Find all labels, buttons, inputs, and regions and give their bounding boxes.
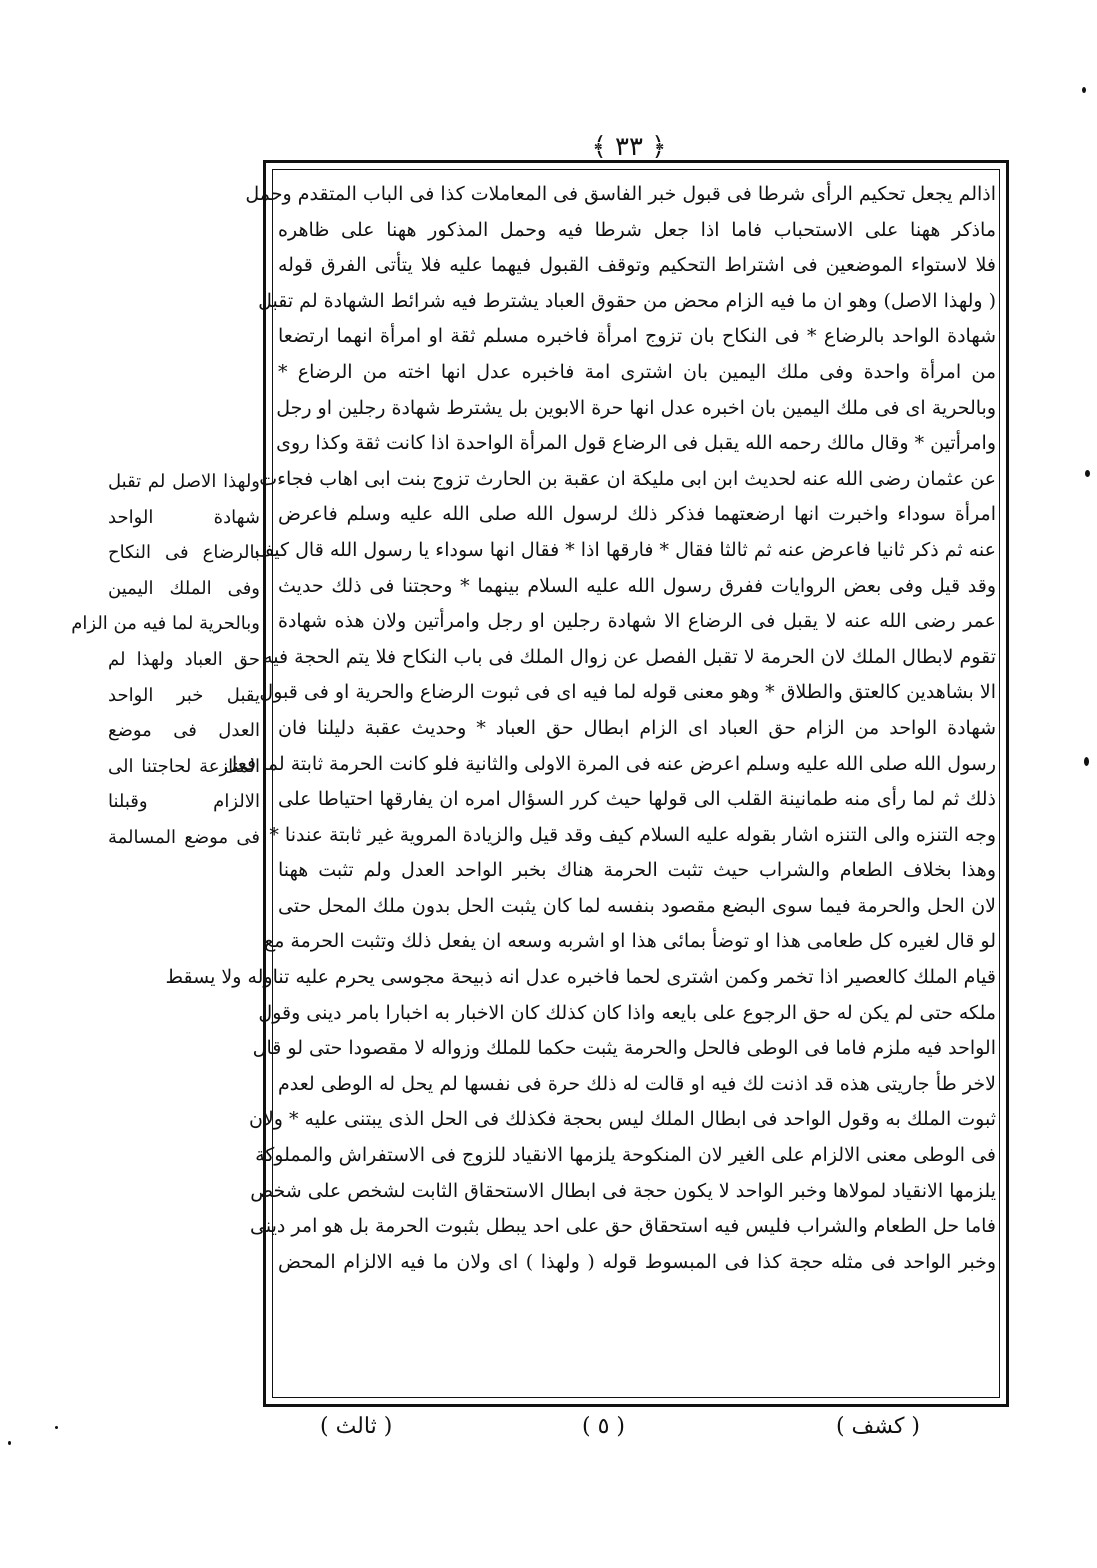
text-line: وجه التنزه والى التنزه اشار بقوله عليه السلام كيف وقد قيل والزيادة المروية غير ثابتة عندنا * [269, 823, 996, 846]
text-line: وبالحرية اى فى ملك اليمين بان اخبره عدل انها حرة الابوين بل يشترط شهادة رجلين او رجل [276, 396, 996, 419]
text-line: امرأة سوداء واخبرت انها ارضعتهما فذكر ذلك لرسول الله صلى الله عليه وسلم فاعرض [278, 503, 996, 526]
text-line: ثبوت الملك به وقول الواحد فى ابطال الملك ليس بحجة فكذلك فى الحل الذى يبتنى عليه * ولان [249, 1108, 996, 1131]
text-line: شهادة الواحد بالرضاع * فى النكاح بان تزوج امرأة فاخبره مسلم ثقة او امرأة انهما ارتضعا [278, 325, 996, 348]
scan-speck [8, 1441, 11, 1445]
signature-mark-center: ( ٥ ) [582, 1414, 625, 1439]
margin-line: شهادة الواحد [108, 506, 260, 528]
text-line: عمر رضى الله عنه لا يقبل فى الرضاع الا شهادة رجلين او رجل وامرأتين ولان هذه شهادة [278, 610, 996, 633]
text-line [278, 1316, 996, 1352]
text-line: لاخر طأ جاريتى هذه قد اذنت لك فيه او قالت له ذلك حرة فى نفسها لم يحل له الوطى لعدم [278, 1072, 996, 1095]
text-line: رسول الله صلى الله عليه وسلم اعرض عنه فى المرة الاولى والثانية فلو كانت الحرمة ثابتة لما فعل [223, 752, 996, 775]
text-line: ماذكر ههنا على الاستحباب فاما اذا جعل شرطا فيه وحمل المذكور ههنا على ظاهره [278, 218, 996, 241]
text-line: شهادة الواحد من الزام حق العباد اى الزام ابطال حق العباد * وحديث عقبة دليلنا فان [278, 716, 996, 739]
text-line: فلا لاستواء الموضعين فى اشتراط التحكيم وتوقف القبول فيهما عليه فلا يتأتى الفرق قوله [278, 254, 996, 277]
signature-mark-right: ( كشف ) [835, 1414, 920, 1439]
text-line: وخبر الواحد فى مثله حجة كذا فى المبسوط قوله ( ولهذا ) اى ولان ما فيه الالزام المحض [278, 1250, 996, 1273]
margin-line: يقبل خبر الواحد [108, 684, 260, 706]
margin-line: وفى الملك اليمين [108, 577, 260, 599]
text-line: لان الحل والحرمة فيما سوى البضع مقصود بنفسه لما كان يثبت الحل بدون ملك المحل حتى [278, 894, 996, 917]
text-line: اذالم يجعل تحكيم الرأى شرطا فى قبول خبر الفاسق فى المعاملات كذا فى الباب المتقدم وحمل [245, 183, 996, 205]
text-line: عنه ثم ذكر ثانيا فاعرض عنه ثم ثالثا فقال * فارقها اذا * فقال انها سوداء يا رسول الله قال كيف [254, 538, 996, 561]
text-line: من امرأة واحدة وفى ملك اليمين بان اشترى امة فاخبره عدل انها اخته من الرضاع * [278, 360, 996, 383]
text-line: وهذا بخلاف الطعام والشراب حيث تثبت الحرمة هناك بخبر الواحد العدل ولم تثبت ههنا [278, 859, 997, 882]
margin-line: الالزام وقبلنا [108, 791, 260, 813]
text-line [278, 1352, 996, 1388]
text-line [278, 1280, 996, 1316]
text-line: يلزمها الانقياد لمولاها وخبر الواحد لا يكون حجة فى ابطال الاستحقاق الثابت لشخص على شخص [250, 1179, 996, 1202]
text-line: ذلك ثم لما رأى منه طمانينة القلب الى قولها حيث كرر السؤال امره ان يفارقها احتياطا على [278, 788, 996, 811]
signature-line [320, 1414, 920, 1454]
scan-speck [1085, 470, 1090, 477]
margin-line: المنازعة لحاجتنا الى [108, 755, 260, 777]
margin-line: العدل فى موضع [108, 720, 260, 742]
text-line: ( ولهذا الاصل) وهو ان ما فيه الزام محض من حقوق العباد يشترط فيه شرائط الشهادة لم تقبل [258, 289, 996, 312]
scan-speck [1084, 757, 1089, 766]
scan-speck [55, 1426, 58, 1429]
margin-line: ولهذا الاصل لم تقبل [108, 471, 260, 492]
text-line: لو قال لغيره كل طعامى هذا او توضأ بمائى هذا او اشربه وسعه ان يفعل ذلك وتثبت الحرمة مع [264, 930, 996, 953]
text-line: قيام الملك كالعصير اذا تخمر وكمن اشترى لحما فاخبره عدل انه ذبيحة مجوسى يحرم عليه تناوله ولا يسقط [165, 966, 996, 989]
text-line: عن عثمان رضى الله عنه لحديث ابن ابى مليكة ان عقبة بن الحارث تزوج بنت ابى اهاب فجاءت [259, 467, 996, 490]
text-line: تقوم لابطال الملك لان الحرمة لا تقبل الفصل عن زوال الملك فى باب النكاح فلا يتم الحجة فيه [263, 645, 996, 668]
text-line: الواحد فيه ملزم فاما فى الوطى فالحل والحرمة يثبت حكما للملك وزواله لا مقصودا حتى لو قال [252, 1037, 996, 1060]
text-line: وقد قيل وفى بعض الروايات ففرق رسول الله عليه السلام بينهما * وحجتنا فى ذلك حديث [278, 574, 996, 597]
margin-line: وبالحرية لما فيه من الزام [71, 613, 260, 635]
text-line: وامرأتين * وقال مالك رحمه الله يقبل فى الرضاع قول المرأة الواحدة اذا كانت ثقة وكذا روى [276, 432, 996, 455]
signature-mark-left: ( ثالث ) [320, 1414, 393, 1439]
margin-note [71, 464, 260, 856]
page-number: ﴿ ٣٣ ﴾ [591, 132, 667, 162]
scan-speck [1082, 87, 1086, 93]
text-line: فى الوطى معنى الالزام على الغير لان المنكوحة يلزمها الانقياد للزوج فى الاستفراش والمملوكة [255, 1144, 996, 1167]
margin-line: بالرضاع فى النكاح [108, 542, 260, 564]
margin-line: حق العباد ولهذا لم [108, 648, 260, 670]
text-line: فاما حل الطعام والشراب فليس فيه استحقاق حق على احد يبطل بثبوت الحرمة بل هو امر دينى [250, 1215, 996, 1238]
text-line: الا بشاهدين كالعتق والطلاق * وهو معنى قوله لما فيه اى فى ثبوت الرضاع والحرية او فى قبول [259, 681, 996, 704]
text-line: ملكه حتى لم يكن له حق الرجوع على بايعه واذا كان كذلك كان الاخبار به اخبارا بامر دينى وقول [258, 1001, 996, 1024]
margin-line: فى موضع المسالمة [108, 826, 260, 848]
